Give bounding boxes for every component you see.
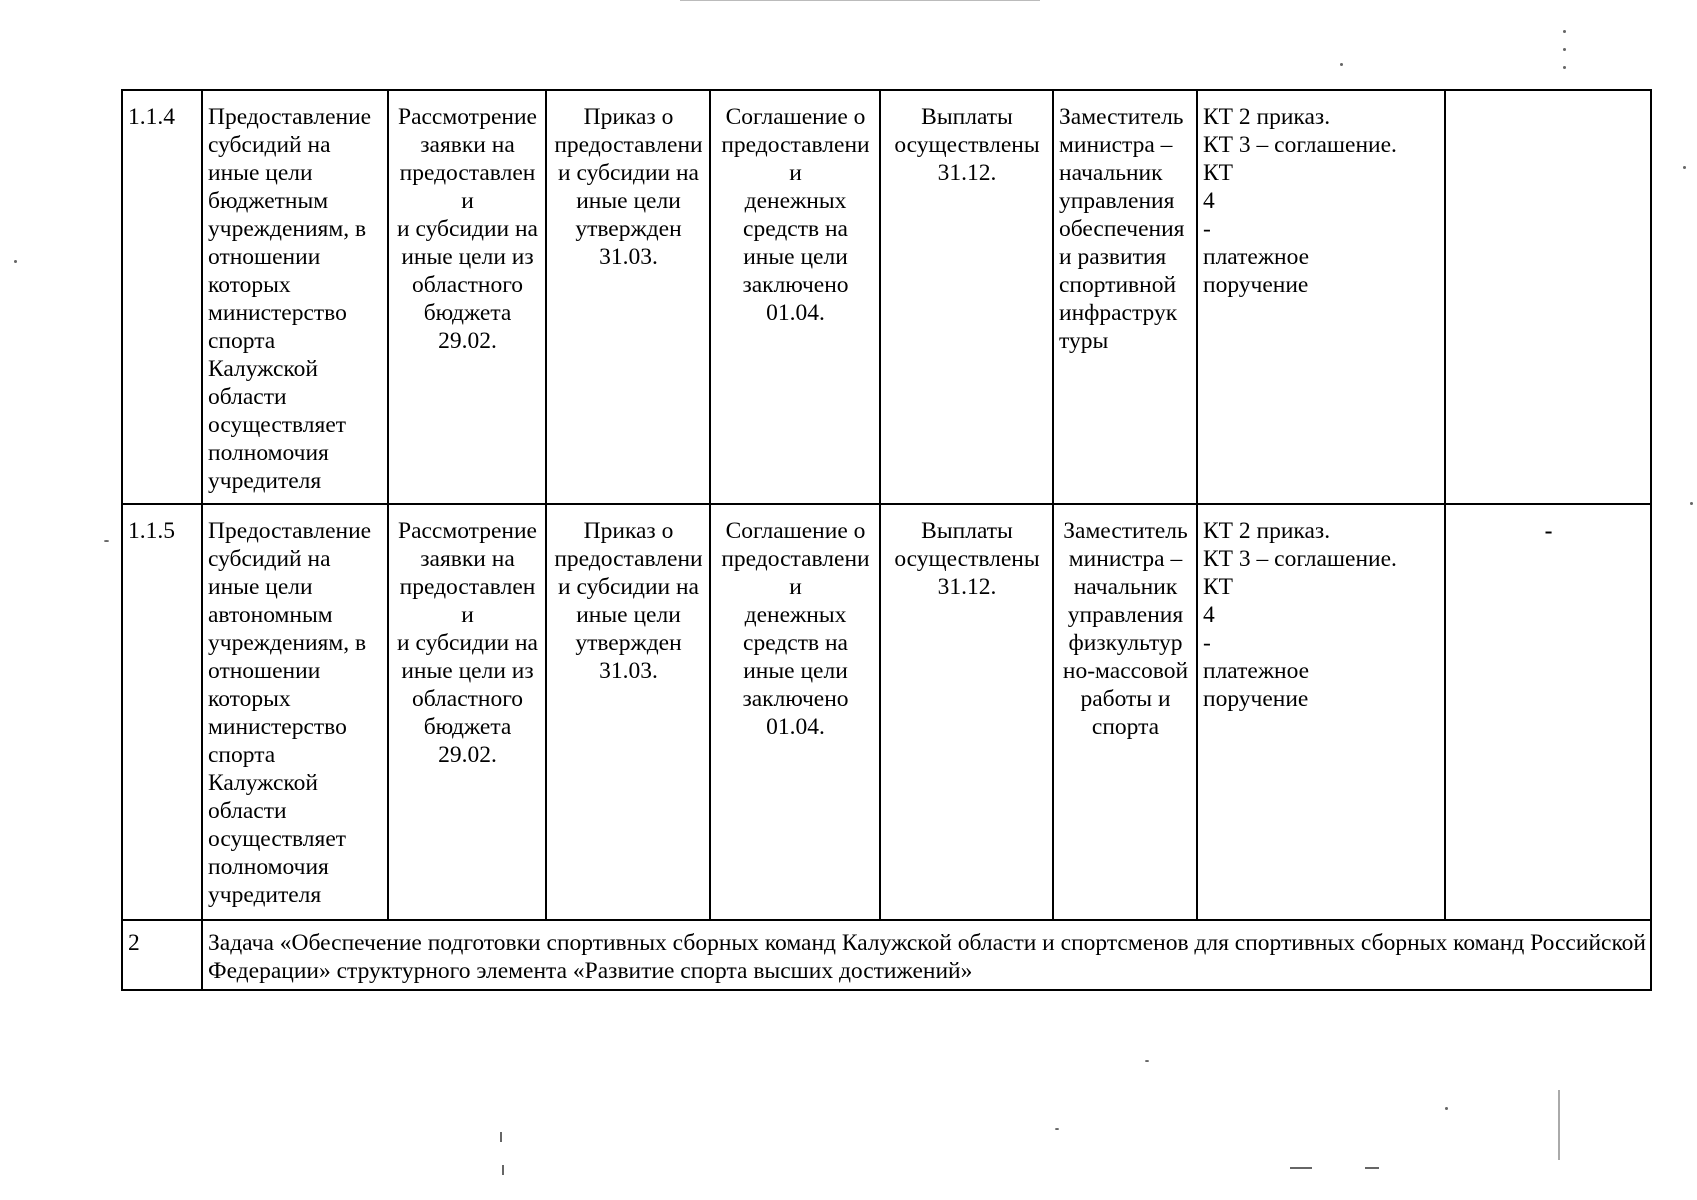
scan-speck <box>502 1165 504 1175</box>
scan-speck <box>1563 48 1566 51</box>
scan-speck <box>1445 1107 1448 1110</box>
scan-speck <box>500 1132 502 1142</box>
control-points-cell: КТ 2 приказ. КТ 3 – соглашение. КТ 4 - платежное поручение <box>1197 90 1445 504</box>
scan-speck <box>1690 502 1693 505</box>
scan-speck <box>1563 30 1566 33</box>
agreement-cell: Соглашение о предоставлении денежных средств на иные цели заключено 01.04. <box>710 90 880 504</box>
scan-speck <box>104 540 109 542</box>
scan-artifact <box>1558 1090 1560 1160</box>
review-cell: Рассмотрение заявки на предоставлени и субсидии на иные цели из областного бюджета 29.02. <box>388 90 546 504</box>
responsible-cell: Заместитель министра – начальник управления обеспечения и развития спортивной инфраструк туры <box>1053 90 1197 504</box>
scan-speck <box>1145 1060 1149 1062</box>
table-row <box>122 504 1651 920</box>
task-description: Задача «Обеспечение подготовки спортивных сборных команд Калужской области и спортсменов для спортивных сборных команд Российской Федерации» структурного элемента «Развитие спорта высших достижений» <box>202 920 1651 990</box>
plan-table <box>121 89 1652 991</box>
scan-speck <box>1683 166 1686 169</box>
review-cell: Рассмотрение заявки на предоставлени и субсидии на иные цели из областного бюджета 29.02. <box>388 504 546 920</box>
scan-speck <box>1055 1128 1059 1130</box>
task-row <box>122 920 1651 990</box>
row-number: 1.1.4 <box>122 90 202 504</box>
order-cell: Приказ о предоставлени и субсидии на иные цели утвержден 31.03. <box>546 504 710 920</box>
event-cell: Предоставление субсидий на иные цели бюджетным учреждениям, в отношении которых министерство спорта Калужской области осуществляет полномочия учредителя <box>202 90 388 504</box>
scan-speck <box>1290 1167 1312 1169</box>
payments-cell: Выплаты осуществлены 31.12. <box>880 504 1053 920</box>
note-cell <box>1445 90 1651 504</box>
agreement-cell: Соглашение о предоставлении денежных средств на иные цели заключено 01.04. <box>710 504 880 920</box>
scan-speck <box>1563 66 1566 69</box>
order-cell: Приказ о предоставлени и субсидии на иные цели утвержден 31.03. <box>546 90 710 504</box>
payments-cell: Выплаты осуществлены 31.12. <box>880 90 1053 504</box>
scan-speck <box>14 260 17 263</box>
control-points-cell: КТ 2 приказ. КТ 3 – соглашение. КТ 4 - платежное поручение <box>1197 504 1445 920</box>
event-cell: Предоставление субсидий на иные цели автономным учреждениям, в отношении которых министерство спорта Калужской области осуществляет полномочия учредителя <box>202 504 388 920</box>
scan-speck <box>1340 63 1343 66</box>
responsible-cell: Заместитель министра – начальник управления физкультур но-массовой работы и спорта <box>1053 504 1197 920</box>
table-row <box>122 90 1651 504</box>
scan-artifact <box>680 0 1040 1</box>
note-cell: - <box>1445 504 1651 920</box>
row-number: 2 <box>122 920 202 990</box>
scan-speck <box>1365 1167 1379 1169</box>
row-number: 1.1.5 <box>122 504 202 920</box>
